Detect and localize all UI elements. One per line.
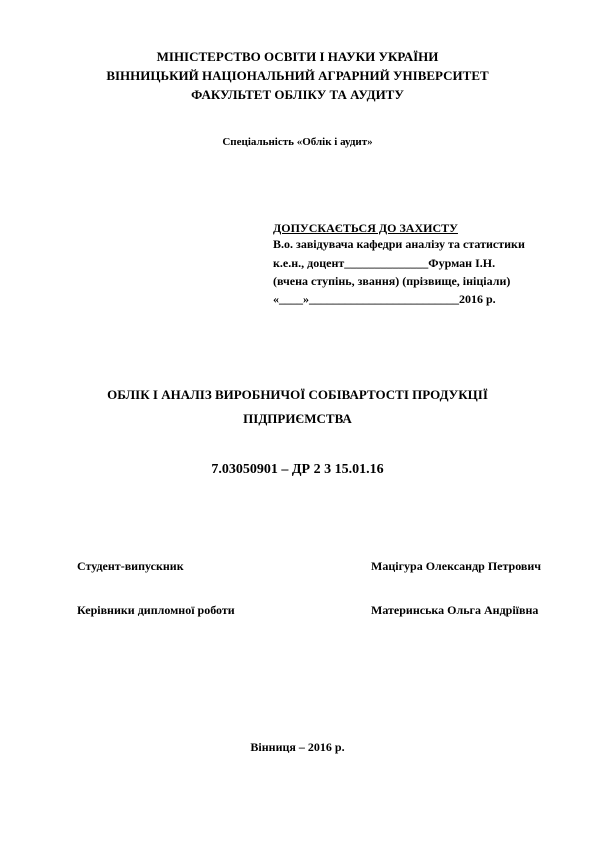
approval-date-line: «____»_________________________2016 р. [273, 292, 496, 306]
specialty-line: Спеціальність «Облік і аудит» [222, 136, 373, 148]
approval-title: ДОПУСКАЄТЬСЯ ДО ЗАХИСТУ [273, 221, 458, 235]
thesis-code: 7.03050901 – ДР 2 3 15.01.16 [211, 462, 384, 477]
approval-block [273, 221, 573, 311]
university-heading: ВІННИЦЬКИЙ НАЦІОНАЛЬНИЙ АГРАРНИЙ УНІВЕРСИТЕТ [106, 68, 489, 83]
approval-position: В.о. завідувача кафедри аналізу та статистики [273, 237, 525, 251]
approval-caption: (вчена ступінь, звання) (прізвище, ініціали) [273, 274, 511, 288]
supervisor-name: Материнська Ольга Андріївна [371, 603, 539, 617]
supervisor-label: Керівники дипломної роботи [77, 603, 235, 617]
ministry-heading: МІНІСТЕРСТВО ОСВІТИ І НАУКИ УКРАЇНИ [156, 49, 439, 64]
faculty-heading: ФАКУЛЬТЕТ ОБЛІКУ ТА АУДИТУ [191, 87, 404, 102]
thesis-title-line2: ПІДПРИЄМСТВА [243, 411, 352, 426]
thesis-title-line1: ОБЛІК І АНАЛІЗ ВИРОБНИЧОЇ СОБІВАРТОСТІ ПРОДУКЦІЇ [107, 387, 488, 402]
student-label: Студент-випускник [77, 559, 184, 573]
city-year: Вінниця – 2016 р. [250, 740, 345, 754]
student-name: Мацігура Олександр Петрович [371, 559, 542, 573]
approval-signature-line: к.е.н., доцент______________Фурман І.Н. [273, 256, 496, 270]
